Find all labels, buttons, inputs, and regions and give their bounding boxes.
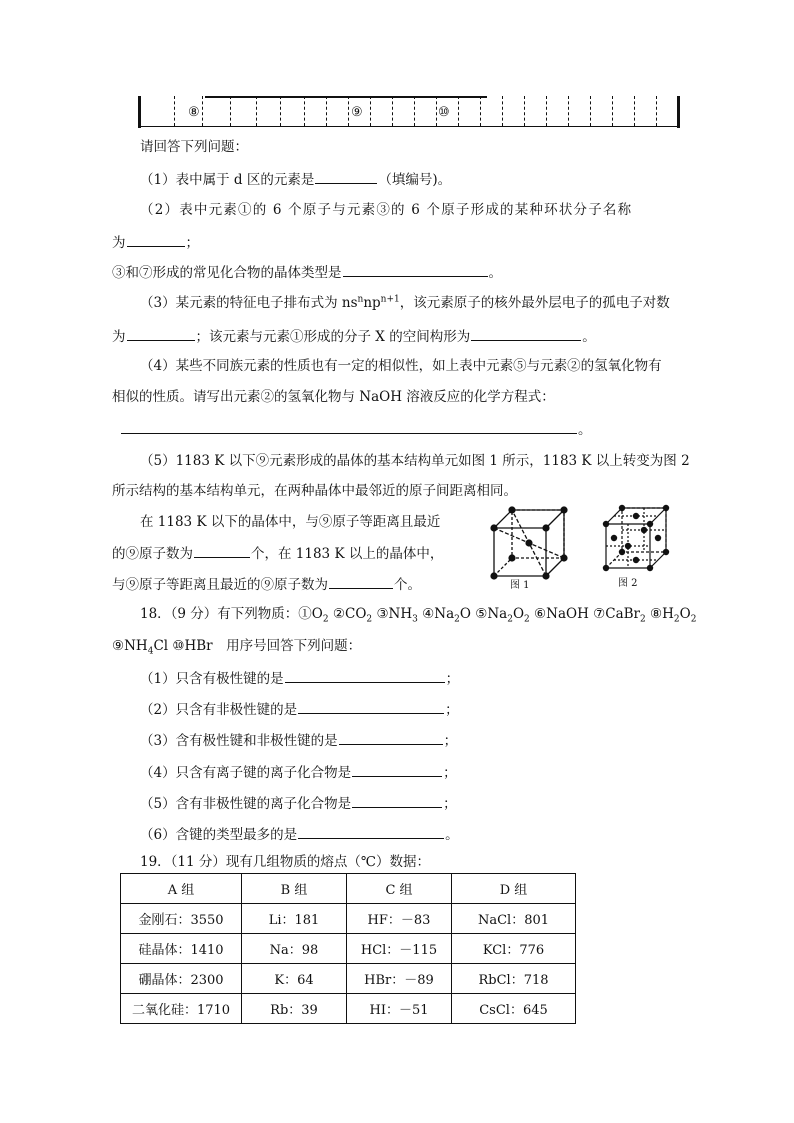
q17-part2-line3: ③和⑦形成的常见化合物的晶体类型是 。 — [112, 265, 502, 281]
q17-part5-line4: 的⑨原子数为 个，在 1183 K 以上的晶体中， — [112, 546, 444, 562]
table-row — [121, 934, 576, 964]
pt-cell — [202, 96, 230, 126]
answer-blank[interactable] — [298, 700, 444, 714]
q18-line1: 18．（9 分）有下列物质：$①O_2$ $②CO_2$ $③NH_3$ $④Na_2O$ $⑤Na_2O_2$ ⑥NaOH ⑦CaBr$_2$ $⑧H_2O_2$ — [140, 606, 697, 625]
answer-blank[interactable] — [285, 669, 445, 683]
melting-point-table — [120, 873, 576, 1024]
figure-1-caption: 图 1 — [510, 580, 530, 591]
atom — [663, 505, 669, 511]
pt-cell — [458, 96, 480, 126]
pt-cell — [256, 96, 280, 126]
table-header-row — [121, 874, 576, 904]
table-cell: HF：－83 — [347, 904, 452, 934]
table-row — [121, 964, 576, 994]
pt-label-9: ⑨ — [351, 105, 363, 120]
answer-blank[interactable] — [352, 763, 442, 777]
q18-item-3: （3）含有极性键和非极性键的是 ； — [140, 733, 458, 749]
pt-label-10: ⑩ — [438, 105, 450, 120]
q17-part3-line2: 为 ；该元素与元素①形成的分子 X 的空间构形为 。 — [112, 329, 596, 345]
answer-blank[interactable] — [121, 420, 577, 434]
q17-part4-line1: （4）某些不同族元素的性质也有一定的相似性，如上表中元素⑤与元素②的氢氧化物有 — [140, 358, 662, 374]
table-cell: 二氧化硅：1710 — [121, 994, 242, 1024]
q18-item-1: （1）只含有极性键的是 ； — [140, 671, 460, 687]
cube-edge — [494, 510, 512, 528]
cube-edge — [650, 508, 666, 524]
pt-cell — [326, 96, 348, 126]
atom — [508, 506, 515, 513]
table-cell: 金刚石：3550 — [121, 904, 242, 934]
q17-part3-line1: （3）某元素的特征电子排布式为 $ns^nnp^{n+1}$，该元素原子的核外最外层电子的孤电子对数 — [140, 294, 670, 311]
pt-cell — [502, 96, 524, 126]
table-cell: Na：98 — [242, 934, 347, 964]
atom — [490, 572, 497, 579]
pt-cell — [612, 96, 634, 126]
q18-line2: $⑨NH_4Cl$ ⑩HBr 用序号回答下列问题： — [112, 638, 362, 657]
atom-face-center — [641, 527, 647, 533]
q17-intro: 请回答下列问题： — [140, 139, 248, 155]
pt-cell — [590, 96, 612, 126]
figure-1-bcc-cell — [484, 500, 584, 592]
answer-blank[interactable] — [352, 794, 442, 808]
q17-part5-line1: （5）1183 K 以下⑨元素形成的晶体的基本结构单元如图 1 所示，1183 K 以上转变为图 2 — [140, 453, 690, 469]
q18-item-4: （4）只含有离子键的离子化合物是 ； — [140, 765, 457, 781]
atom — [603, 521, 609, 527]
figure-2-caption: 图 2 — [618, 578, 638, 589]
header-cell: A 组 — [121, 874, 242, 904]
atom — [647, 521, 653, 527]
atom-face-center — [633, 557, 639, 563]
atom — [619, 505, 625, 511]
header-cell: D 组 — [452, 874, 576, 904]
cube-edge — [546, 558, 564, 576]
q17-part4-line3: 。 — [120, 420, 592, 438]
table-cell: 硼晶体：2300 — [121, 964, 242, 994]
pt-cell — [568, 96, 590, 126]
table-cell: 硅晶体：1410 — [121, 934, 242, 964]
pt-label-8: ⑧ — [188, 105, 200, 120]
figure-2-fcc-cell — [598, 500, 678, 580]
answer-blank[interactable] — [127, 327, 195, 341]
table-left-border — [138, 96, 141, 128]
cube-edge — [650, 552, 666, 568]
q17-part2-line1: （2）表中元素①的 6 个原子与元素③的 6 个原子形成的某种环状分子名称 — [140, 202, 633, 218]
table-cell: HI：－51 — [347, 994, 452, 1024]
atom — [542, 572, 549, 579]
table-row — [121, 904, 576, 934]
pt-cell — [634, 96, 656, 126]
answer-blank[interactable] — [194, 544, 250, 558]
atom-face-center — [625, 543, 631, 549]
pt-cell — [414, 96, 436, 126]
atom-center — [525, 539, 532, 546]
q19-title: 19．（11 分）现有几组物质的熔点（℃）数据： — [140, 854, 430, 870]
pt-cell — [480, 96, 502, 126]
header-cell: B 组 — [242, 874, 347, 904]
q17-part5-line5: 与⑨原子等距离且最近的⑨原子数为 个。 — [112, 577, 421, 593]
pt-cell — [230, 96, 256, 126]
table-cell: K：64 — [242, 964, 347, 994]
answer-blank[interactable] — [127, 233, 185, 247]
periodic-table-fragment — [138, 96, 680, 128]
atom-face-center — [611, 535, 617, 541]
atom-face-center — [633, 513, 639, 519]
atom — [560, 554, 567, 561]
table-cell: RbCl：718 — [452, 964, 576, 994]
atom — [603, 565, 609, 571]
atom — [560, 506, 567, 513]
q17-part5-line2: 所示结构的基本结构单元，在两种晶体中最邻近的原子间距离相同。 — [112, 483, 517, 499]
q18-item-5: （5）含有非极性键的离子化合物是 ； — [140, 796, 457, 812]
pt-cell — [370, 96, 392, 126]
pt-cell — [656, 96, 678, 126]
pt-cell — [280, 96, 304, 126]
q17-part5-line3: 在 1183 K 以下的晶体中，与⑨原子等距离且最近 — [140, 514, 441, 530]
answer-blank[interactable] — [339, 731, 443, 745]
table-cell: Li：181 — [242, 904, 347, 934]
table-cell: NaCl：801 — [452, 904, 576, 934]
table-cell: Rb：39 — [242, 994, 347, 1024]
atom — [490, 524, 497, 531]
answer-blank[interactable] — [298, 825, 444, 839]
answer-blank[interactable] — [471, 327, 581, 341]
atom — [508, 554, 515, 561]
q18-item-6: （6）含键的类型最多的是 。 — [140, 827, 459, 843]
atom — [542, 524, 549, 531]
table-cell: KCl：776 — [452, 934, 576, 964]
q17-part2-line2: 为 ； — [112, 235, 199, 251]
table-cell: HCl：－115 — [347, 934, 452, 964]
table-bottom-border — [138, 126, 680, 127]
cube-edge — [494, 558, 512, 576]
q17-part1: （1）表中属于 d 区的元素是 （填编号)。 — [140, 172, 452, 188]
pt-cell — [392, 96, 414, 126]
pt-cell — [304, 96, 326, 126]
q17-part4-line2: 相似的性质。请写出元素②的氢氧化物与 NaOH 溶液反应的化学方程式： — [112, 389, 555, 405]
atom — [663, 549, 669, 555]
atom — [647, 565, 653, 571]
atom — [619, 549, 625, 555]
q18-item-2: （2）只含有非极性键的是 ； — [140, 702, 459, 718]
pt-cell — [546, 96, 568, 126]
header-cell: C 组 — [347, 874, 452, 904]
table-row — [121, 994, 576, 1024]
answer-blank[interactable] — [329, 575, 393, 589]
pt-cell — [524, 96, 546, 126]
table-cell: HBr：－89 — [347, 964, 452, 994]
answer-blank[interactable] — [315, 170, 377, 184]
table-cell: CsCl：645 — [452, 994, 576, 1024]
answer-blank[interactable] — [343, 263, 488, 277]
atom-face-center — [655, 535, 661, 541]
cube-edge — [546, 510, 564, 528]
